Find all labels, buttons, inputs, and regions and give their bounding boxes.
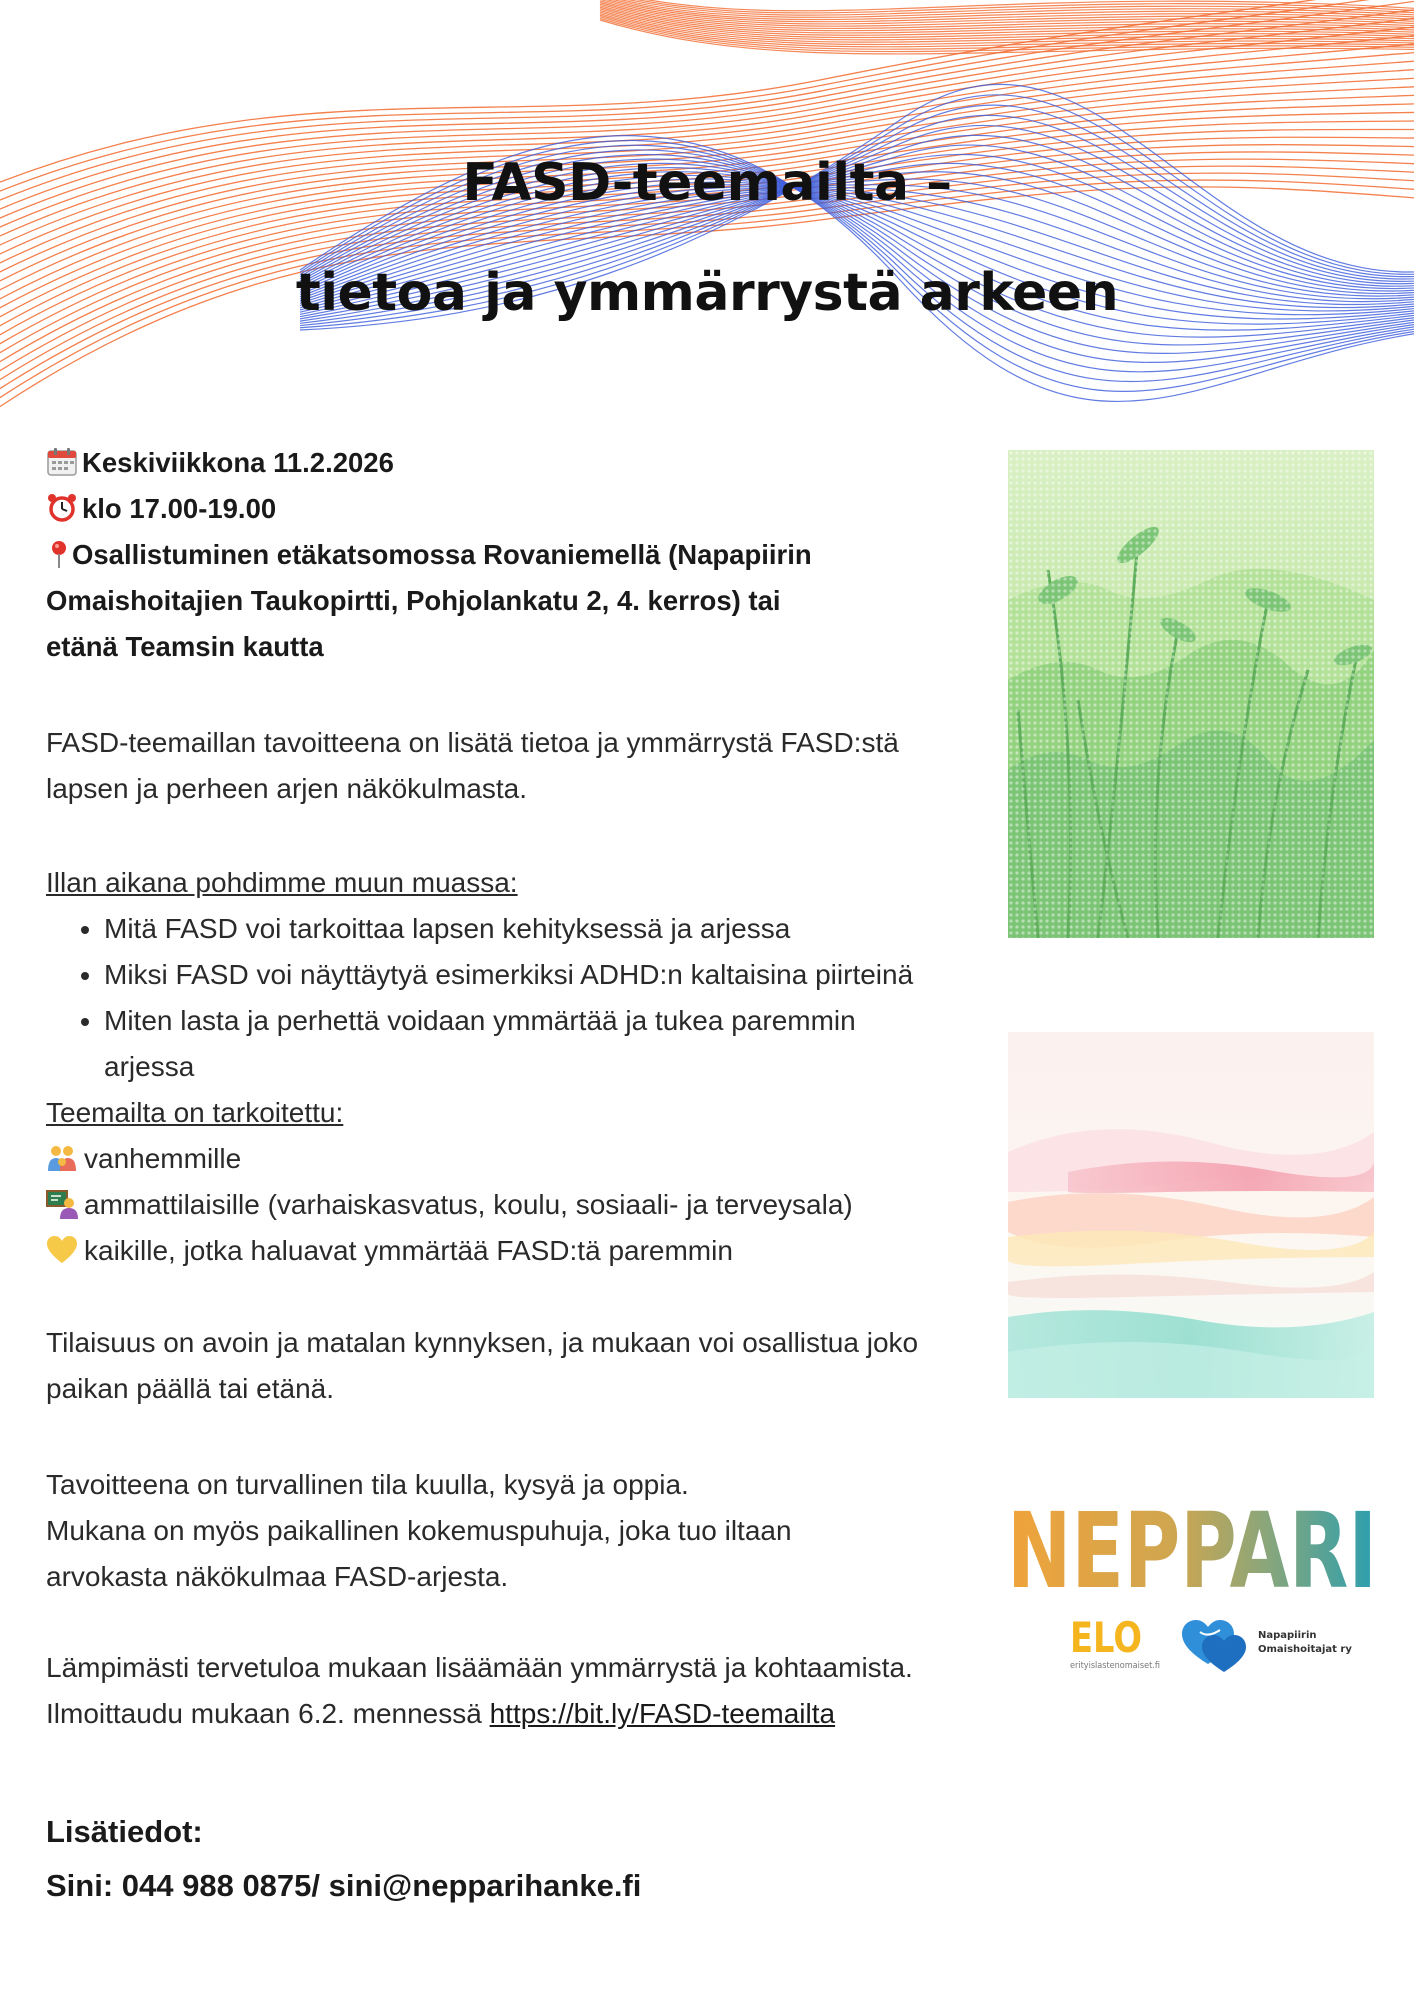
topics-heading: Illan aikana pohdimme muun muassa:	[46, 867, 518, 898]
neppari-logo-text: NEPPARI	[1007, 1490, 1377, 1605]
teacher-icon	[46, 1189, 78, 1219]
event-time-row	[46, 486, 946, 532]
audience-text: ammattilaisille (varhaiskasvatus, koulu, sosiaali- ja terveysala)	[84, 1189, 853, 1220]
goal-paragraph	[46, 1462, 996, 1600]
contact-heading: Lisätiedot:	[46, 1814, 203, 1849]
green-nature-image	[1008, 450, 1374, 938]
topics-list	[46, 906, 986, 1090]
register-text: Ilmoittaudu mukaan 6.2. mennessä	[46, 1698, 490, 1729]
audience-item-parents	[46, 1136, 986, 1182]
blue-hearts-icon	[1182, 1620, 1246, 1672]
event-location-row	[46, 532, 946, 578]
open-line-1: Tilaisuus on avoin ja matalan kynnyksen, ja mukaan voi osallistua joko	[46, 1327, 919, 1358]
event-details	[46, 440, 946, 670]
welcome-paragraph	[46, 1645, 996, 1737]
open-paragraph	[46, 1320, 996, 1412]
pin-icon	[46, 539, 72, 569]
calendar-icon	[46, 447, 78, 477]
intro-line-2: lapsen ja perheen arjen näkökulmasta.	[46, 773, 527, 804]
topic-item: • Miksi FASD voi näyttäytyä esimerkiksi ADHD:n kaltaisina piirteinä	[104, 952, 986, 998]
intro-paragraph	[46, 720, 996, 812]
heart-icon	[46, 1235, 78, 1265]
family-icon	[46, 1143, 78, 1173]
neppari-logo	[1002, 1490, 1382, 1605]
audience-text: vanhemmille	[84, 1143, 242, 1174]
goal-line-3: arvokasta näkökulmaa FASD-arjesta.	[46, 1561, 509, 1592]
page-title	[0, 128, 1414, 348]
topic-item: • Mitä FASD voi tarkoittaa lapsen kehityksessä ja arjessa	[104, 906, 986, 952]
title-line-1: FASD-teemailta –	[462, 153, 952, 213]
open-line-2: paikan päällä tai etänä.	[46, 1373, 334, 1404]
contact-details: Sini: 044 988 0875/ sini@nepparihanke.fi	[46, 1868, 642, 1903]
intro-line-1: FASD-teemaillan tavoitteena on lisätä tietoa ja ymmärrystä FASD:stä	[46, 727, 899, 758]
event-date: Keskiviikkona 11.2.2026	[82, 447, 394, 478]
register-line	[46, 1691, 996, 1737]
elo-logo-text: ELO	[1070, 1613, 1142, 1662]
elo-logo	[1068, 1612, 1178, 1674]
event-location-line-1: Osallistuminen etäkatsomossa Rovaniemellä (Napapiirin	[72, 539, 812, 570]
elo-logo-subtext: erityislastenomaiset.fi	[1070, 1661, 1160, 1671]
audience-item-professionals	[46, 1182, 986, 1228]
contact-section	[46, 1805, 641, 1913]
audience-heading: Teemailta on tarkoitettu:	[46, 1097, 344, 1128]
audience-text: kaikille, jotka haluavat ymmärtää FASD:tä paremmin	[84, 1235, 733, 1266]
audience-item-everyone	[46, 1228, 986, 1274]
event-location-line-2: Omaishoitajien Taukopirtti, Pohjolankatu 2, 4. kerros) tai	[46, 585, 781, 616]
event-location-line-3: etänä Teamsin kautta	[46, 631, 324, 662]
goal-line-2: Mukana on myös paikallinen kokemuspuhuja, joka tuo iltaan	[46, 1515, 792, 1546]
event-time: klo 17.00-19.00	[82, 493, 277, 524]
event-date-row	[46, 440, 946, 486]
registration-link[interactable]: https://bit.ly/FASD-teemailta	[489, 1698, 836, 1729]
napapiiri-logo-line-1: Napapiirin	[1258, 1630, 1317, 1641]
napapiiri-logo-line-2: Omaishoitajat ry	[1258, 1644, 1352, 1655]
watercolor-image	[1008, 1032, 1374, 1398]
title-line-2: tietoa ja ymmärrystä arkeen	[295, 263, 1119, 323]
welcome-line-1: Lämpimästi tervetuloa mukaan lisäämään ymmärrystä ja kohtaamista.	[46, 1652, 913, 1683]
napapiiri-logo	[1180, 1612, 1380, 1674]
alarm-clock-icon	[46, 493, 78, 523]
goal-line-1: Tavoitteena on turvallinen tila kuulla, kysyä ja oppia.	[46, 1469, 689, 1500]
topics-section	[46, 860, 986, 1274]
topic-item: • Miten lasta ja perhettä voidaan ymmärtää ja tukea paremmin arjessa	[104, 998, 924, 1090]
